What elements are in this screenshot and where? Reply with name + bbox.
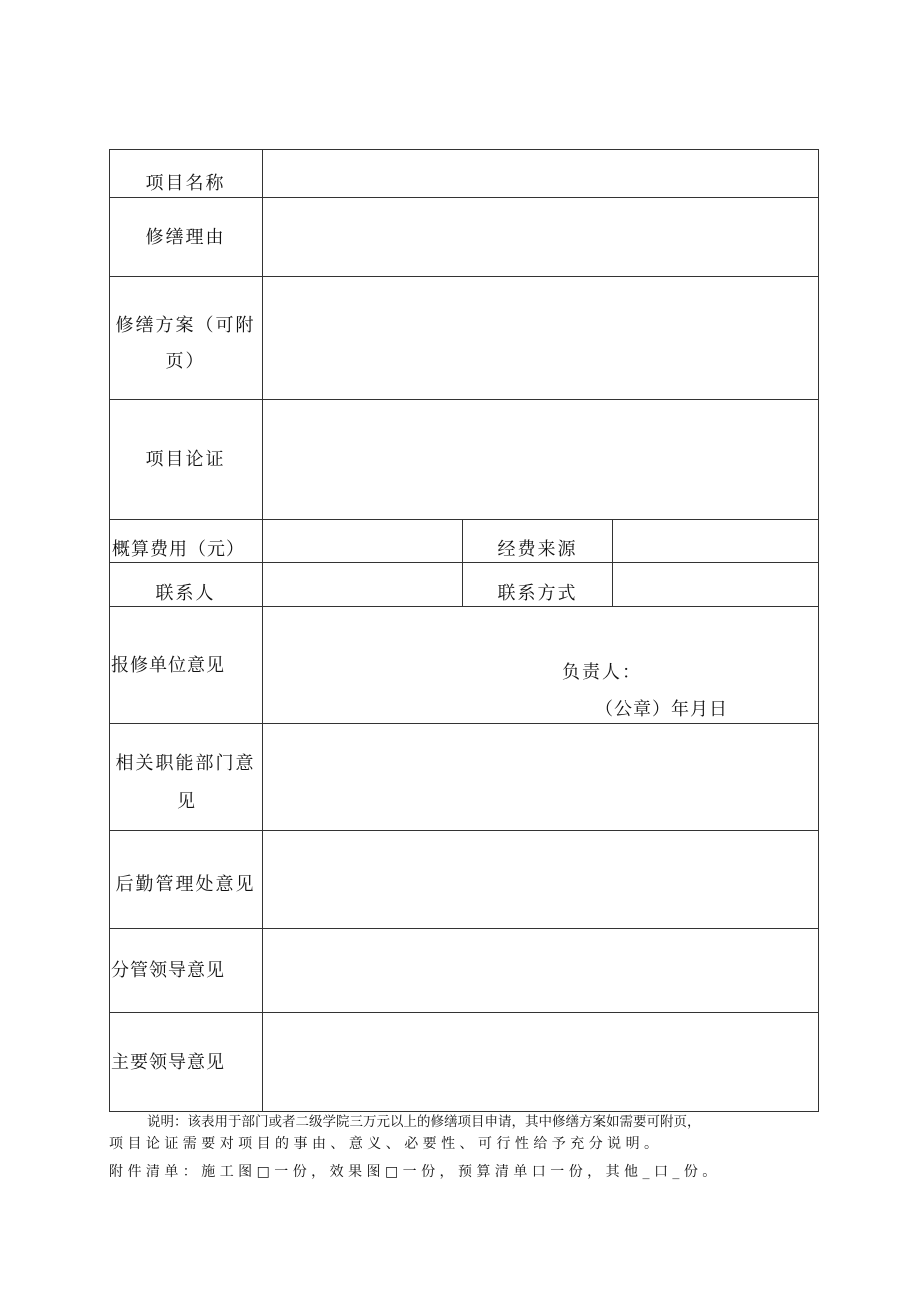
reporting-unit-opinion-label: 报修单位意见 (111, 655, 225, 676)
estimated-cost-field[interactable] (263, 520, 462, 562)
project-demonstration-field[interactable] (263, 400, 818, 519)
functional-dept-opinion-label-line1: 相关职能部门意 (115, 753, 256, 774)
supervising-leader-opinion-label: 分管领导意见 (111, 960, 225, 981)
repair-reason-label: 修缮理由 (145, 227, 226, 248)
project-demonstration-label: 项目论证 (145, 449, 226, 470)
repair-reason-field[interactable] (263, 198, 818, 276)
contact-person-label: 联系人 (155, 583, 216, 604)
logistics-opinion-label: 后勤管理处意见 (115, 874, 256, 895)
functional-dept-opinion-field[interactable] (263, 724, 818, 830)
note-line-1: 说明：该表用于部门或者二级学院三万元以上的修缮项目申请，其中修缮方案如需要可附页， (147, 1114, 701, 1130)
repair-plan-label-line2: 页） (165, 351, 206, 372)
project-name-label: 项目名称 (145, 173, 226, 194)
note-line-3: 附 件 清 单 ： 施 工 图 □ 一 份 ， 效 果 图 □ 一 份 ， 预 算 清 单 口 一 份 ， 其 他 _ 口 _ 份 。 (109, 1164, 717, 1180)
responsible-person-label: 负责人： (562, 662, 642, 683)
repair-plan-field[interactable] (263, 277, 818, 399)
supervising-leader-opinion-field[interactable] (263, 929, 818, 1012)
main-leader-opinion-label: 主要领导意见 (111, 1052, 225, 1073)
project-name-field[interactable] (263, 150, 818, 197)
seal-date-label: （公章）年月日 (595, 699, 728, 720)
funding-source-field[interactable] (613, 520, 818, 562)
reporting-unit-opinion-field[interactable] (263, 607, 818, 723)
note-line-2: 项 目 论 证 需 要 对 项 目 的 事 由 、 意 义 、 必 要 性 、 可 行 性 给 予 充 分 说 明 。 (109, 1136, 659, 1152)
functional-dept-opinion-label-line2: 见 (177, 791, 197, 812)
table-border-left (109, 149, 110, 1112)
table-border-right (818, 149, 819, 1112)
main-leader-opinion-field[interactable] (263, 1013, 818, 1111)
repair-application-form (109, 149, 819, 1112)
estimated-cost-label: 概算费用（元） (112, 539, 245, 560)
contact-method-label: 联系方式 (497, 583, 578, 604)
contact-method-field[interactable] (613, 563, 818, 606)
funding-source-label: 经费来源 (497, 539, 578, 560)
contact-person-field[interactable] (263, 563, 462, 606)
repair-plan-label-line1: 修缮方案（可附 (115, 315, 256, 336)
logistics-opinion-field[interactable] (263, 831, 818, 928)
